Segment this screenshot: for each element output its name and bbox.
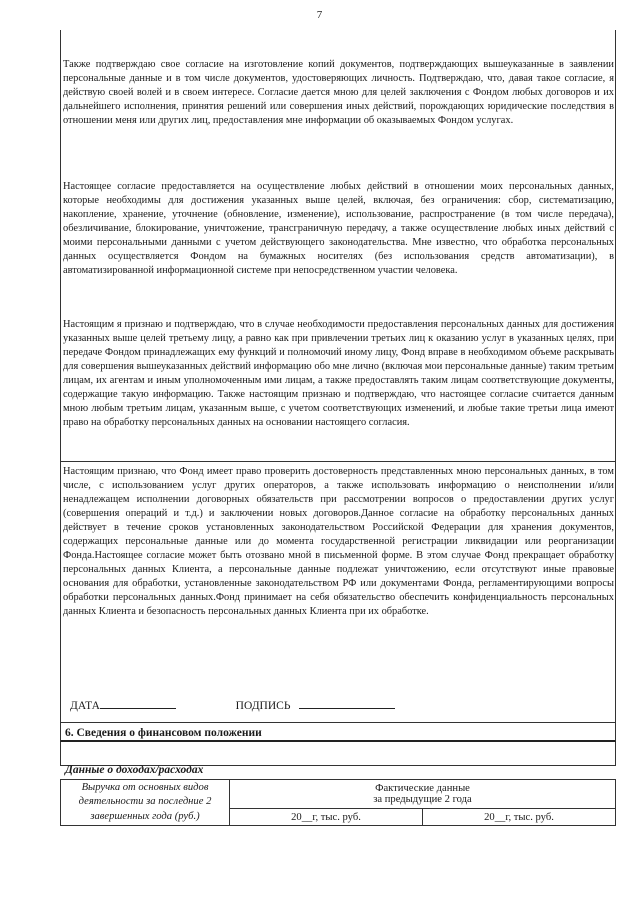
income-expense-subtitle: Данные о доходах/расходах [65, 764, 204, 776]
date-field[interactable] [100, 697, 176, 709]
page-number: 7 [316, 9, 323, 21]
section-6-title: 6. Сведения о финансовом положении [65, 727, 262, 739]
consent-paragraph-third-parties [63, 318, 614, 430]
year-cell[interactable]: 20__г, тыс. руб. [230, 809, 423, 825]
consent-paragraph-copies [63, 58, 614, 128]
paragraph-text: Также подтверждаю свое согласие на изготовление копий документов, подтверждающих вышеуказанные в заявлении персональные данные и в том числе документов, удостоверяющих личность. Подтверждаю, что, давая такое согласие, я действую своей волей и в своем интересе. Согласие дается мною для целей заключения с Фондом любых договоров и их дальнейшего исполнения, принятия решений или совершения иных действий, порождающих юридические последствия в отношении меня или других лиц, предоставления мне информации об оказываемых Фондом услугах. [63, 59, 614, 127]
signature-row [70, 697, 395, 712]
table-row [61, 780, 616, 809]
divider [60, 461, 616, 462]
paragraph-text: Настоящим признаю, что Фонд имеет право проверить достоверность представленных мною персональных данных, в том числе, с использованием услуг других операторов, а также использовать информацию о неисполнении и/или ненадлежащем исполнении договорных обязательств при рассмотрении вопросов о предоставлении других услуг (совершения операций и т.д.) и заключении новых договоров.Данное согласие на обработку персональных данных действует в течение сроков установленных законодательством Российской Федерации для хранения документов, содержащих персональные данные или до момента государственной регистрации ликвидации или реорганизации Фонда.Настоящее согласие может быть отозвано мной в письменной форме. В этом случае Фонд прекращает обработку персональных данных Клиента, а персональные данные подлежат уничтожению, если отсутствуют иные правовые основания для обработки, установленные законодательством РФ или документами Фонда, регламентирующими вопросы обработки персональных данных.Фонд принимает на себя обязательство обеспечить конфиденциальность персональных данных Клиента и безопасность персональных данных Клиента при их обработке. [63, 466, 614, 618]
financial-table [60, 779, 616, 826]
consent-paragraph-verification [63, 465, 614, 620]
consent-paragraph-actions [63, 180, 614, 278]
paragraph-text: Настоящим я признаю и подтверждаю, что в случае необходимости предоставления персональных данных для достижения указанных выше целей третьему лицу, а равно как при привлечении третьих лиц к оказанию услуг в указанных целях, при передаче Фондом принадлежащих ему функций и полномочий иному лицу, Фонд вправе в необходимом объеме раскрывать для совершения вышеуказанных действий информацию обо мне лично (включая мои персональные данные) таким третьим лицам, их агентам и иным уполномоченным ими лицам, а также предоставлять таким лицам соответствующие документы, содержащие такую информацию. Также настоящим признаю и подтверждаю, что настоящее согласие считается данным мною любым третьим лицам, указанным выше, с учетом соответствующих изменений, и любые такие третьи лица имеют право на обработку персональных данных на основании настоящего согласия. [63, 319, 614, 429]
signature-label: ПОДПИСЬ [235, 700, 291, 712]
actual-data-header [230, 780, 616, 809]
revenue-row-header: Выручка от основных видов деятельности за последние 2 завершенных года (руб.) [61, 780, 230, 826]
date-label: ДАТА [70, 700, 100, 712]
year-cell[interactable]: 20__г, тыс. руб. [423, 809, 616, 825]
header-line: Фактические данные [375, 783, 470, 795]
paragraph-text: Настоящее согласие предоставляется на осуществление любых действий в отношении моих персональных данных, которые необходимы для достижения указанных выше целей, включая, без ограничения: сбор, систематизацию, накопление, хранение, уточнение (обновление, изменение), использование, распространение (в том числе передача), обезличивание, блокирование, уничтожение, трансграничную передачу, а также осуществление любых иных действий с моими персональными данными с учетом действующего законодательства. Мне известно, что обработка персональных данных осуществляется Фондом на бумажных носителях (без использования средств автоматизации), в автоматизированной информационной системе при непосредственном участии человека. [63, 181, 614, 277]
header-line: за предыдущие 2 года [373, 794, 472, 806]
signature-field[interactable] [299, 697, 395, 709]
